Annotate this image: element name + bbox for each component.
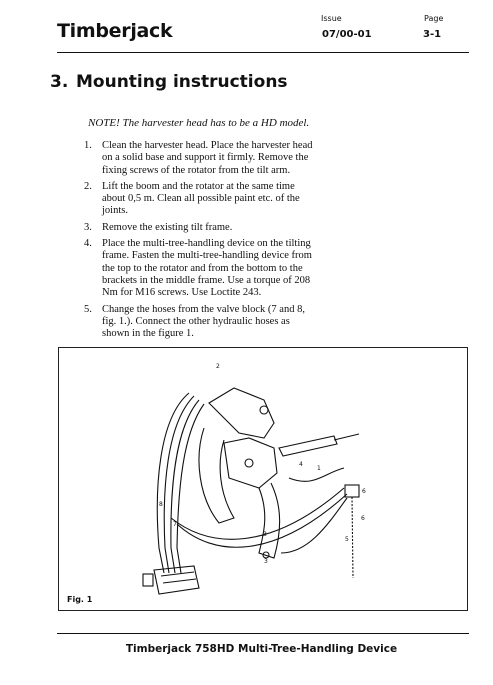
tilt-frame: [224, 438, 277, 488]
list-item: [84, 304, 314, 341]
section-title: Mounting instructions: [76, 72, 288, 92]
list-item: [84, 181, 314, 218]
callout-2: 2: [216, 363, 220, 370]
tilt-arm-right: [259, 483, 280, 558]
chain: [352, 497, 353, 578]
rotator-frame: [209, 388, 274, 438]
step-text: Place the multi-tree-handling device on the tilting frame. Fasten the multi-tree-handling device from the top to the rotator and from the bottom to the brackets in the middle frame. Use a torque of 208 Nm for M16 screws. Use Loctite 243.: [102, 238, 312, 299]
callout-8: 8: [159, 501, 163, 508]
step-number: 2.: [84, 180, 92, 192]
step-number: 3.: [84, 221, 92, 233]
callout-7: 7: [173, 521, 177, 528]
section-number: 3.: [50, 72, 69, 92]
step-number: 4.: [84, 238, 92, 250]
list-item: [84, 140, 314, 177]
callout-4: 4: [299, 461, 303, 468]
pivot-joint: [260, 406, 268, 414]
step-text: Remove the existing tilt frame.: [102, 221, 233, 233]
step-text: Clean the harvester head. Place the harvester head on a solid base and support it firmly. Remove the fixing screws of the rotator from the tilt arm.: [102, 140, 313, 176]
callout-3a: 3: [263, 531, 267, 538]
footer-divider: [57, 633, 469, 634]
step-text: Lift the boom and the rotator at the same time about 0,5 m. Clean all possible paint etc. of the joints.: [102, 180, 300, 217]
header-divider: [57, 52, 469, 53]
callout-5: 5: [345, 536, 349, 543]
issue-label: Issue: [321, 14, 342, 23]
list-item: [84, 222, 314, 234]
page-value: 3-1: [423, 29, 442, 40]
list-item: [84, 238, 314, 299]
hydraulic-diagram: [59, 348, 467, 610]
figure-frame: [58, 347, 468, 611]
step-number: 1.: [84, 140, 92, 151]
callout-6a: 6: [362, 488, 366, 495]
issue-value: 07/00-01: [322, 29, 372, 40]
valve-block-right: [345, 485, 359, 497]
step-text: Change the hoses from the valve block (7 and 8, fig. 1.). Connect the other hydraulic hoses as shown in the figure 1.: [102, 303, 305, 340]
section-heading: [50, 72, 288, 92]
footer-title: Timberjack 758HD Multi-Tree-Handling Device: [125, 643, 398, 655]
page-label: Page: [424, 14, 444, 23]
instruction-list: [84, 140, 314, 344]
figure-label: Fig. 1: [67, 595, 93, 604]
note-text: NOTE! The harvester head has to be a HD model.: [88, 117, 310, 129]
callout-6b: 6: [361, 515, 365, 522]
brand-logo: Timberjack: [57, 20, 173, 42]
callout-3b: 3: [264, 558, 268, 565]
step-number: 5.: [84, 303, 92, 315]
callout-1: 1: [317, 465, 321, 472]
hydraulic-cylinder: [279, 436, 337, 456]
